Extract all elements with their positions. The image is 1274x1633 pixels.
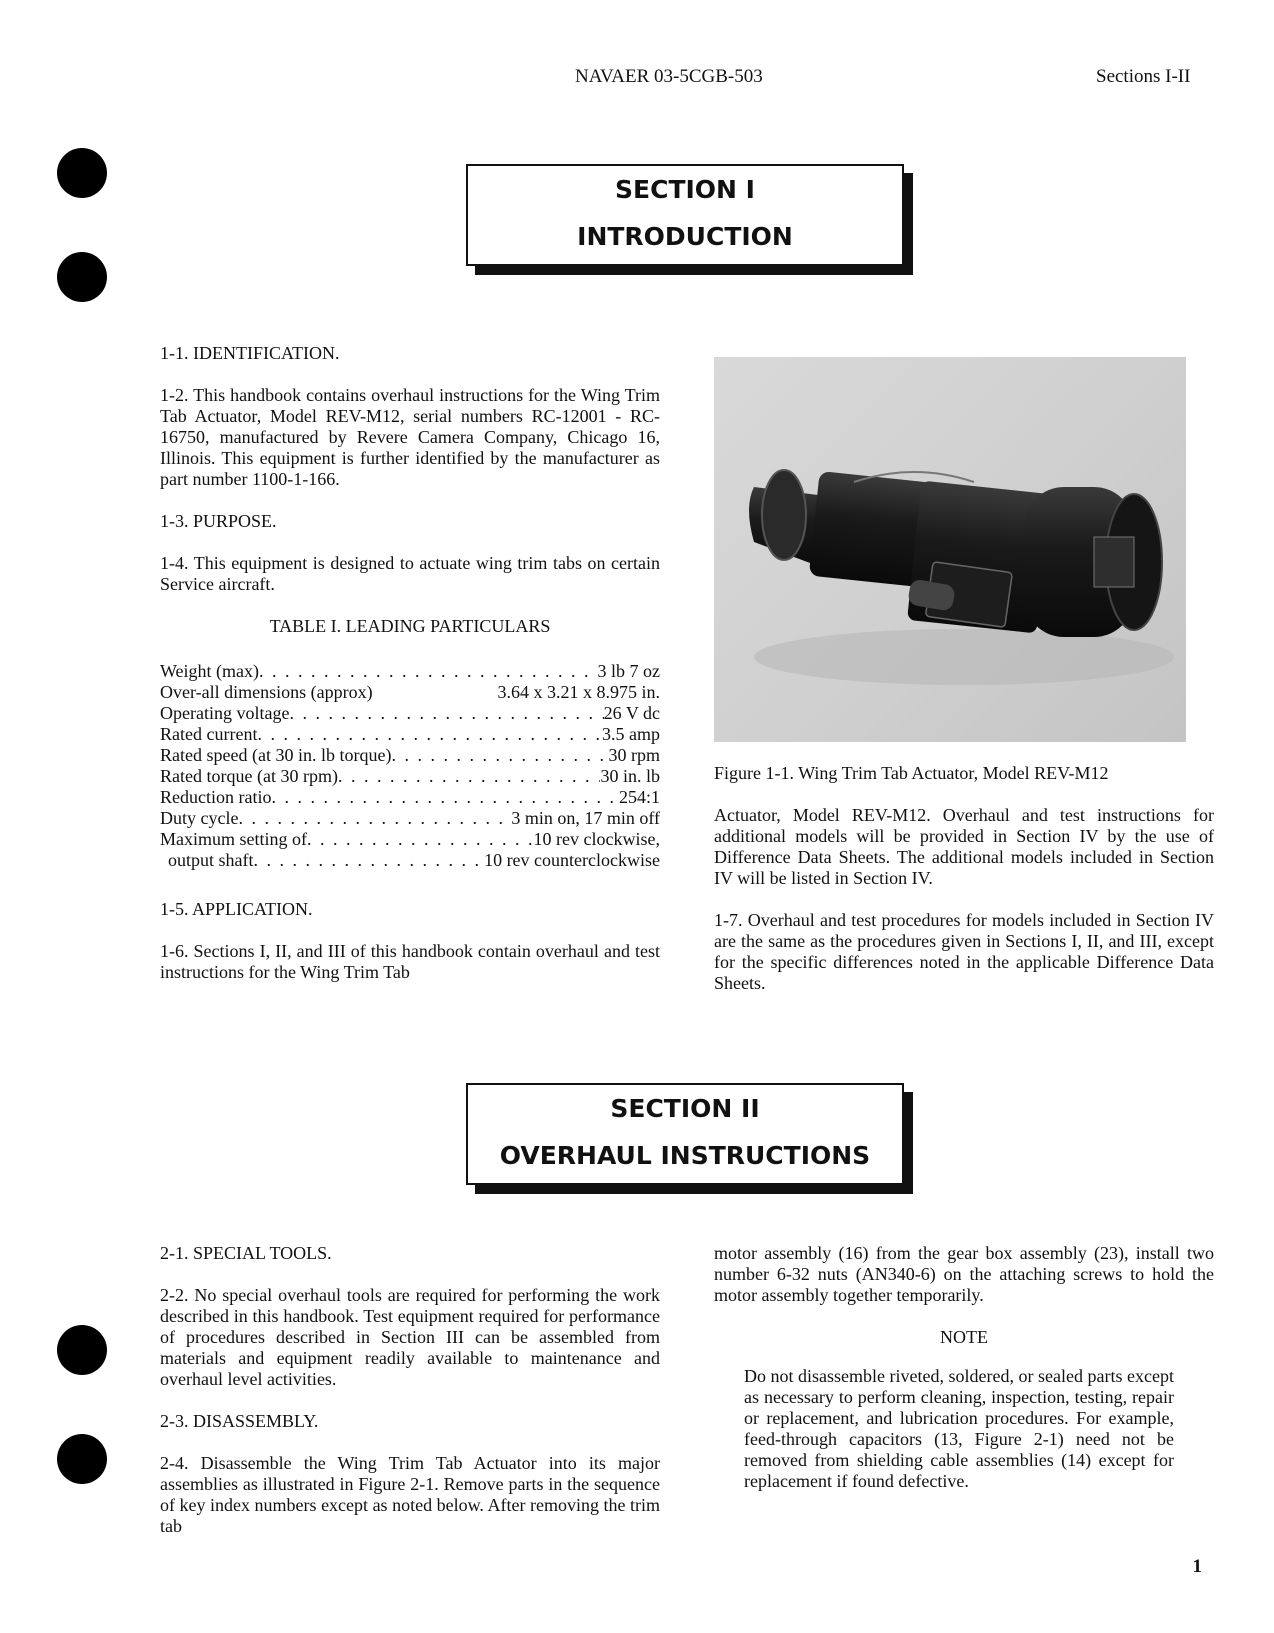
table-row: Rated current . . . 3.5 amp — [160, 724, 660, 745]
para-1-6: 1-6. Sections I, II, and III of this handbook contain overhaul and test instructions for the Wing Trim Tab — [160, 941, 660, 982]
note-body: Do not disassemble riveted, soldered, or sealed parts except as necessary to perform cleaning, inspection, testing, repair or replacement, and lubrication procedures. For example, feed-through capacitors (13, Figure 2-1) need not be removed from shielding cable assemblies (14) except for replacement if found defective. — [744, 1366, 1174, 1491]
section-1-left-column — [160, 343, 660, 1004]
doc-number: NAVAER 03-5CGB-503 — [575, 66, 763, 87]
para-2-4: 2-4. Disassemble the Wing Trim Tab Actuator into its major assemblies as illustrated in Figure 2-1. Remove parts in the sequence of key index numbers except as noted below. After removing the trim tab — [160, 1453, 660, 1536]
table-row: Rated speed (at 30 in. lb torque) . . . 30 rpm — [160, 745, 660, 766]
actuator-photo — [714, 357, 1186, 742]
para-2-1: 2-1. SPECIAL TOOLS. — [160, 1243, 332, 1263]
binder-hole — [57, 252, 107, 302]
table-row: Duty cycle . . . 3 min on, 17 min off — [160, 808, 660, 829]
note-title: NOTE — [940, 1327, 988, 1347]
para-1-6-continued: Actuator, Model REV-M12. Overhaul and test instructions for additional models will be provided in Section IV by the use of Difference Data Sheets. The additional models included in Section IV will be listed in Section IV. — [714, 805, 1214, 888]
table-row: Operating voltage . . . 26 V dc — [160, 703, 660, 724]
section-2-right-column — [714, 1243, 1214, 1492]
para-2-4-continued: motor assembly (16) from the gear box assembly (23), install two number 6-32 nuts (AN340-6) on the attaching screws to hold the motor assembly together temporarily. — [714, 1243, 1214, 1305]
figure-1-1-caption: Figure 1-1. Wing Trim Tab Actuator, Model REV-M12 — [714, 763, 1109, 783]
section-1-heading — [466, 164, 904, 266]
table-row: output shaft . . . 10 rev counterclockwise — [160, 850, 660, 871]
section-2-left-column — [160, 1243, 660, 1558]
page-number: 1 — [1192, 1556, 1202, 1577]
table-row: Over-all dimensions (approx) 3.64 x 3.21 x 8.975 in. — [160, 682, 660, 702]
table-row: Rated torque (at 30 rpm) . . . 30 in. lb — [160, 766, 660, 787]
binder-hole — [57, 1325, 107, 1375]
table-row: Maximum setting of . . . 10 rev clockwise, — [160, 829, 660, 850]
binder-hole — [57, 1434, 107, 1484]
para-1-7: 1-7. Overhaul and test procedures for models included in Section IV are the same as the procedures given in Sections I, II, and III, except for the specific differences noted in the applicable Difference Data Sheets. — [714, 910, 1214, 993]
table-row: Reduction ratio . . . 254:1 — [160, 787, 660, 808]
binder-hole — [57, 148, 107, 198]
para-1-4: 1-4. This equipment is designed to actuate wing trim tabs on certain Service aircraft. — [160, 553, 660, 594]
table-1-title: TABLE I. LEADING PARTICULARS — [269, 616, 551, 636]
para-2-2: 2-2. No special overhaul tools are required for performing the work described in this handbook. Test equipment required for performance of procedures described in Section III can be assembled from materials and equipment readily available to maintenance and overhaul level activities. — [160, 1285, 660, 1389]
section-2-title: OVERHAUL INSTRUCTIONS — [499, 1141, 871, 1170]
section-2-number: SECTION II — [610, 1094, 760, 1123]
para-1-1: 1-1. IDENTIFICATION. — [160, 343, 340, 363]
section-1-right-column — [714, 805, 1214, 1015]
para-1-3: 1-3. PURPOSE. — [160, 511, 277, 531]
table-row: Weight (max) . . . 3 lb 7 oz — [160, 661, 660, 682]
header-sections: Sections I-II — [1096, 66, 1191, 87]
actuator-illustration — [714, 357, 1186, 742]
leading-particulars-table — [160, 661, 660, 871]
para-1-2: 1-2. This handbook contains overhaul instructions for the Wing Trim Tab Actuator, Model REV-M12, serial numbers RC-12001 - RC-16750, manufactured by Revere Camera Company, Chicago 16, Illinois. This equipment is further identified by the manufacturer as part number 1100-1-166. — [160, 385, 660, 489]
section-2-heading — [466, 1083, 904, 1185]
para-2-3: 2-3. DISASSEMBLY. — [160, 1411, 319, 1431]
section-1-title: INTRODUCTION — [577, 222, 793, 251]
section-1-number: SECTION I — [615, 175, 755, 204]
para-1-5: 1-5. APPLICATION. — [160, 899, 313, 919]
